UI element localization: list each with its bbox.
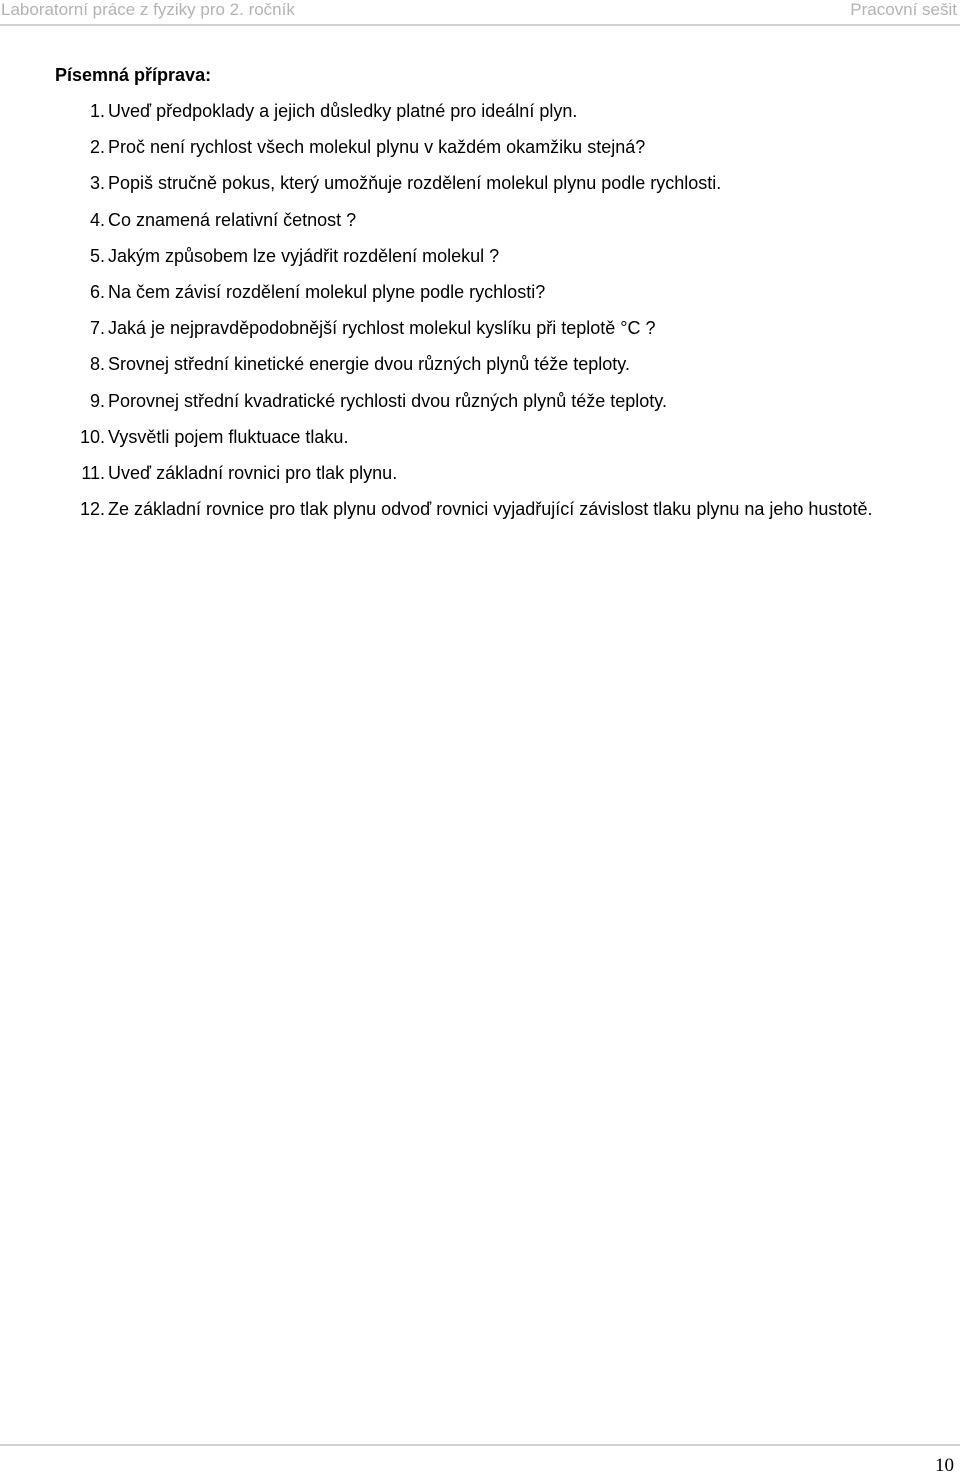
question-item xyxy=(55,202,935,238)
question-text: Uveď předpoklady a jejich důsledky platné pro ideální plyn. xyxy=(108,101,578,121)
section-title: Písemná příprava: xyxy=(55,65,212,85)
question-text: Na čem závisí rozdělení molekul plyne podle rychlosti? xyxy=(108,282,546,303)
question-text: Srovnej střední kinetické energie dvou různých plynů téže teploty. xyxy=(108,354,630,375)
question-item xyxy=(55,238,935,274)
question-text: Proč není rychlost všech molekul plynu v každém okamžiku stejná? xyxy=(108,137,646,158)
question-number: 3. xyxy=(89,173,105,194)
question-item xyxy=(55,346,935,382)
header-course-title: Laboratorní práce z fyziky pro 2. ročník xyxy=(1,0,295,19)
question-number: 8. xyxy=(89,354,105,375)
header-document-type: Pracovní sešit xyxy=(850,0,957,19)
question-item xyxy=(55,310,935,346)
question-list xyxy=(55,93,935,527)
question-number: 10. xyxy=(79,426,105,447)
page-number: 10 xyxy=(935,1455,954,1476)
question-text: Porovnej střední kvadratické rychlosti dvou různých plynů téže teploty. xyxy=(108,390,667,411)
question-text: Ze základní rovnice pro tlak plynu odvoď rovnici vyjadřující závislost tlaku plynu na jeho hustotě. xyxy=(108,499,873,520)
question-item xyxy=(55,419,935,455)
question-number: 9. xyxy=(89,390,105,411)
question-item xyxy=(55,129,935,165)
question-item xyxy=(55,491,935,527)
question-item xyxy=(55,455,935,491)
question-number: 2. xyxy=(89,137,105,158)
question-number: 7. xyxy=(89,318,105,339)
question-item xyxy=(55,274,935,310)
question-item xyxy=(55,165,935,201)
question-number: 5. xyxy=(89,245,105,266)
question-text: Co znamená relativní četnost ? xyxy=(108,209,357,230)
header-divider xyxy=(0,24,960,26)
main-content xyxy=(55,62,935,527)
question-text: Jaká je nejpravděpodobnější rychlost molekul kyslíku při teplotě °C ? xyxy=(108,318,656,339)
question-number: 6. xyxy=(89,282,105,303)
page-header xyxy=(0,0,960,26)
footer-divider xyxy=(0,1444,960,1446)
question-text: Vysvětli pojem fluktuace tlaku. xyxy=(108,426,349,447)
question-number: 11. xyxy=(81,463,105,484)
question-text: Uveď základní rovnici pro tlak plynu. xyxy=(108,463,398,484)
question-number: 4. xyxy=(89,209,105,230)
question-number: 1. xyxy=(89,101,105,121)
question-text: Jakým způsobem lze vyjádřit rozdělení molekul ? xyxy=(108,245,500,266)
question-item xyxy=(55,383,935,419)
question-text: Popiš stručně pokus, který umožňuje rozdělení molekul plynu podle rychlosti. xyxy=(108,173,722,194)
question-number: 12. xyxy=(79,499,105,520)
question-item xyxy=(55,93,935,129)
